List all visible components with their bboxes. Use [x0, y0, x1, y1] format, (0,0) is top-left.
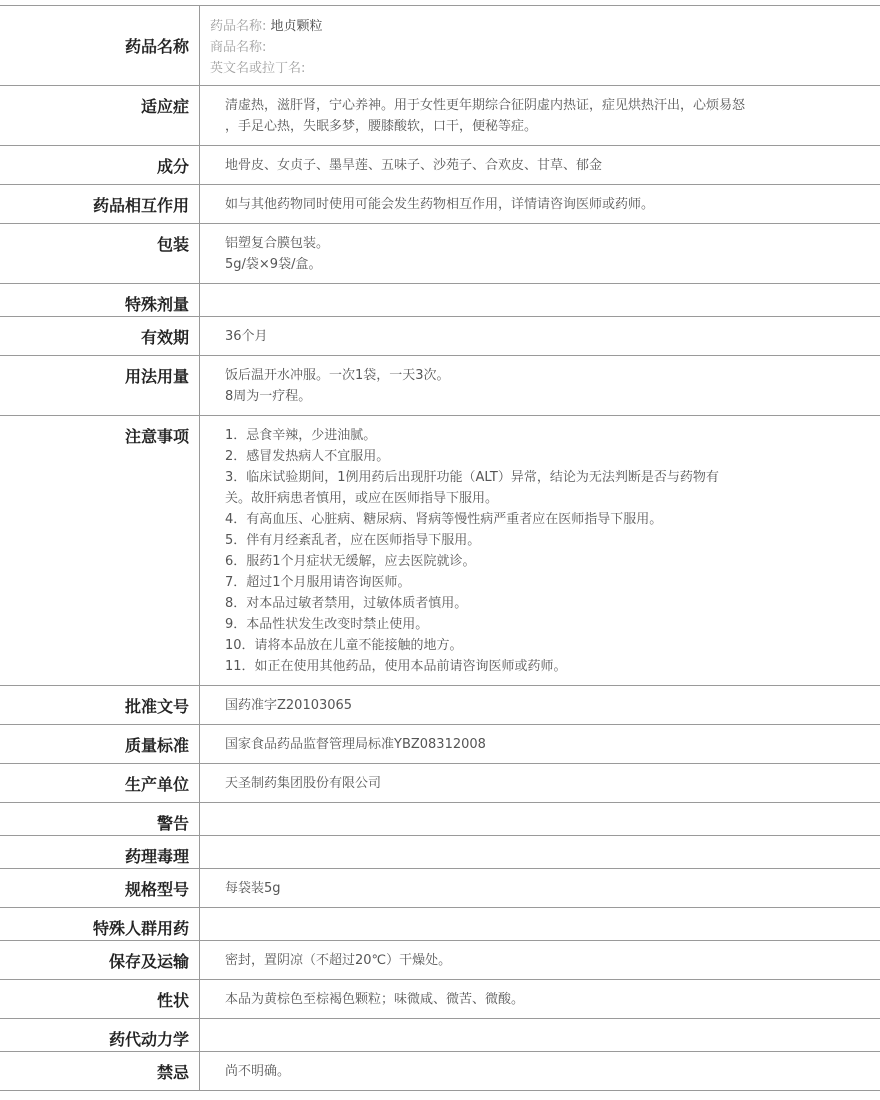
- row-dosage: [0, 356, 880, 416]
- label-pharmacology: 药理毒理: [0, 836, 200, 868]
- precaution-item: 7．超过1个月服用请咨询医师。: [225, 575, 411, 590]
- value-indications: [200, 86, 880, 145]
- label-packaging: 包装: [0, 224, 200, 283]
- row-precautions: [0, 416, 880, 686]
- value-storage: 密封，置阴凉（不超过20℃）干燥处。: [225, 953, 452, 968]
- generic-name-line: [210, 16, 870, 37]
- label-ingredients: 成分: [0, 146, 200, 184]
- label-warning: 警告: [0, 803, 200, 835]
- value-precautions: [200, 416, 880, 685]
- row-pharmacokinetics: [0, 1019, 880, 1052]
- latin-name-key: 英文名或拉丁名:: [210, 61, 306, 76]
- precaution-item: 4．有高血压、心脏病、糖尿病、肾病等慢性病严重者应在医师指导下服用。: [225, 512, 663, 527]
- label-interactions: 药品相互作用: [0, 185, 200, 223]
- latin-name-line: [210, 58, 870, 79]
- row-approval: [0, 686, 880, 725]
- drug-info-table: [0, 5, 880, 1091]
- label-special-groups: 特殊人群用药: [0, 908, 200, 940]
- value-special-groups: [200, 908, 880, 940]
- row-interactions: [0, 185, 880, 224]
- precaution-item: 11．如正在使用其他药品，使用本品前请咨询医师或药师。: [225, 659, 567, 674]
- precaution-item: 10．请将本品放在儿童不能接触的地方。: [225, 638, 463, 653]
- label-storage: 保存及运输: [0, 941, 200, 979]
- row-special-groups: [0, 908, 880, 941]
- value-pharmacology: [200, 836, 880, 868]
- label-approval: 批准文号: [0, 686, 200, 724]
- generic-name-value: 地贞颗粒: [270, 19, 323, 34]
- precaution-item: 1．忌食辛辣，少进油腻。: [225, 428, 377, 443]
- trade-name-key: 商品名称:: [210, 40, 267, 55]
- label-precautions: 注意事项: [0, 416, 200, 685]
- value-contraindications: 尚不明确。: [225, 1064, 291, 1079]
- row-warning: [0, 803, 880, 836]
- label-shelf-life: 有效期: [0, 317, 200, 355]
- row-contraindications: [0, 1052, 880, 1091]
- indications-line: 清虚热，滋肝肾，宁心养神。用于女性更年期综合征阴虚内热证，症见烘热汗出，心烦易怒: [225, 98, 746, 113]
- label-contraindications: 禁忌: [0, 1052, 200, 1090]
- row-standard: [0, 725, 880, 764]
- label-appearance: 性状: [0, 980, 200, 1018]
- value-shelf-life: 36个月: [225, 329, 268, 344]
- label-pharmacokinetics: 药代动力学: [0, 1019, 200, 1051]
- row-appearance: [0, 980, 880, 1019]
- row-ingredients: [0, 146, 880, 185]
- row-drug-name: [0, 6, 880, 86]
- generic-name-key: 药品名称:: [210, 19, 267, 34]
- value-appearance: 本品为黄棕色至棕褐色颗粒；味微咸、微苦、微酸。: [225, 992, 525, 1007]
- row-manufacturer: [0, 764, 880, 803]
- row-shelf-life: [0, 317, 880, 356]
- label-manufacturer: 生产单位: [0, 764, 200, 802]
- packaging-line: 5g/袋×9袋/盒。: [225, 257, 322, 272]
- value-approval: 国药准字Z20103065: [225, 698, 353, 713]
- dosage-line: 8周为一疗程。: [225, 389, 312, 404]
- row-special-dose: [0, 284, 880, 317]
- precaution-item: 2．感冒发热病人不宜服用。: [225, 449, 390, 464]
- value-interactions: 如与其他药物同时使用可能会发生药物相互作用，详情请咨询医师或药师。: [225, 197, 655, 212]
- row-indications: [0, 86, 880, 146]
- row-packaging: [0, 224, 880, 284]
- value-dosage: [200, 356, 880, 415]
- value-warning: [200, 803, 880, 835]
- row-pharmacology: [0, 836, 880, 869]
- label-standard: 质量标准: [0, 725, 200, 763]
- value-ingredients: 地骨皮、女贞子、墨旱莲、五味子、沙苑子、合欢皮、甘草、郁金: [225, 158, 603, 173]
- precaution-item: 关。故肝病患者慎用，或应在医师指导下服用。: [225, 491, 499, 506]
- precaution-item: 8．对本品过敏者禁用，过敏体质者慎用。: [225, 596, 468, 611]
- value-spec: 每袋装5g: [225, 881, 281, 896]
- value-pharmacokinetics: [200, 1019, 880, 1051]
- precaution-item: 9．本品性状发生改变时禁止使用。: [225, 617, 429, 632]
- indications-line: ，手足心热，失眠多梦，腰膝酸软，口干，便秘等症。: [225, 119, 538, 134]
- trade-name-line: [210, 37, 870, 58]
- value-packaging: [200, 224, 880, 283]
- value-special-dose: [200, 284, 880, 316]
- dosage-line: 饭后温开水冲服。一次1袋，一天3次。: [225, 368, 450, 383]
- packaging-line: 铝塑复合膜包装。: [225, 236, 330, 251]
- value-standard: 国家食品药品监督管理局标准YBZ08312008: [225, 737, 486, 752]
- value-manufacturer: 天圣制药集团股份有限公司: [225, 776, 382, 791]
- label-spec: 规格型号: [0, 869, 200, 907]
- label-drug-name: 药品名称: [0, 6, 200, 85]
- row-storage: [0, 941, 880, 980]
- label-indications: 适应症: [0, 86, 200, 145]
- value-drug-name: [200, 6, 880, 85]
- label-special-dose: 特殊剂量: [0, 284, 200, 316]
- precaution-item: 5．伴有月经紊乱者，应在医师指导下服用。: [225, 533, 481, 548]
- precaution-item: 3．临床试验期间，1例用药后出现肝功能（ALT）异常，结论为无法判断是否与药物有: [225, 470, 719, 485]
- label-dosage: 用法用量: [0, 356, 200, 415]
- row-spec: [0, 869, 880, 908]
- precaution-item: 6．服药1个月症状无缓解，应去医院就诊。: [225, 554, 476, 569]
